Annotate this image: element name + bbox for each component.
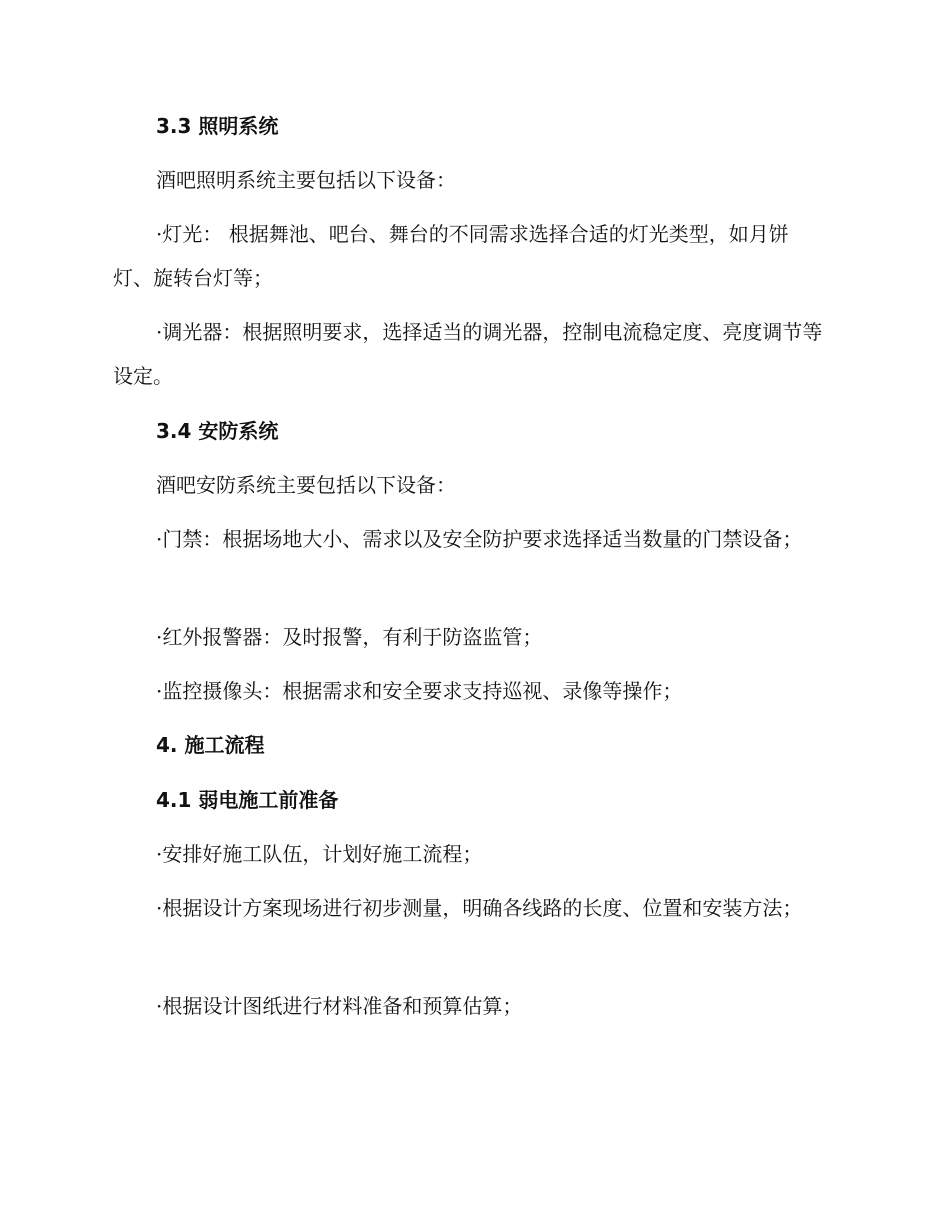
- bullet-item: ·调光器：根据照明要求，选择适当的调光器，控制电流稳定度、亮度调节等设定。: [113, 320, 823, 388]
- section-heading-4: 4. 施工流程: [156, 733, 265, 757]
- bullet-item: ·门禁：根据场地大小、需求以及安全防护要求选择适当数量的门禁设备；: [156, 527, 803, 551]
- bullet-item: ·安排好施工队伍，计划好施工流程；: [156, 842, 483, 866]
- section-intro: 酒吧照明系统主要包括以下设备：: [156, 168, 456, 192]
- bullet-item: ·红外报警器：及时报警，有利于防盗监管；: [156, 625, 543, 649]
- section-intro: 酒吧安防系统主要包括以下设备：: [156, 473, 456, 497]
- section-heading-4-1: 4.1 弱电施工前准备: [156, 788, 339, 812]
- bullet-item: ·根据设计方案现场进行初步测量，明确各线路的长度、位置和安装方法；: [156, 896, 803, 920]
- bullet-item: ·根据设计图纸进行材料准备和预算估算；: [156, 994, 523, 1018]
- bullet-item: ·灯光： 根据舞池、吧台、舞台的不同需求选择合适的灯光类型，如月饼灯、旋转台灯等；: [113, 222, 789, 290]
- section-heading-3-4: 3.4 安防系统: [156, 419, 279, 443]
- section-heading-3-3: 3.3 照明系统: [156, 114, 279, 138]
- bullet-item: ·监控摄像头：根据需求和安全要求支持巡视、录像等操作；: [156, 679, 683, 703]
